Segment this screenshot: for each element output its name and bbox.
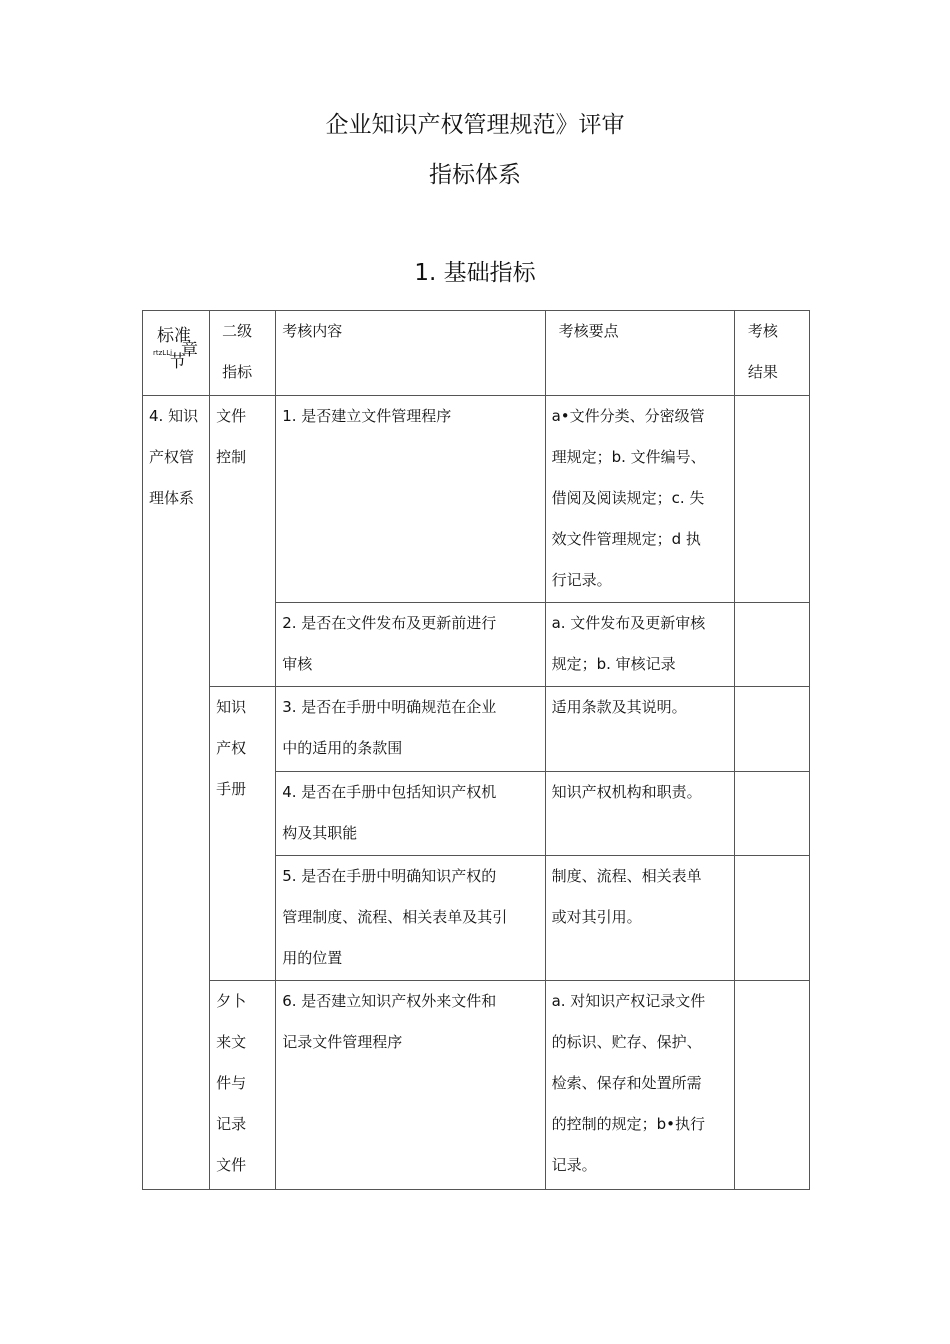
assessment-content-cell bbox=[276, 772, 545, 856]
assessment-content-cell bbox=[276, 687, 545, 772]
level2-indicator-line: 来文 bbox=[216, 1033, 247, 1051]
assessment-content-line: 1. 是否建立文件管理程序 bbox=[282, 407, 452, 425]
assessment-points-line: 知识产权机构和职责。 bbox=[551, 783, 702, 801]
header-result bbox=[734, 311, 809, 396]
table-header-row bbox=[143, 311, 810, 396]
level2-indicator-line: 文件 bbox=[216, 1156, 247, 1174]
assessment-result-cell[interactable] bbox=[734, 856, 809, 981]
assessment-result-cell[interactable] bbox=[734, 687, 809, 772]
header-points: 考核要点 bbox=[545, 311, 734, 396]
assessment-points-cell bbox=[545, 856, 734, 981]
header-standard-c: 章 bbox=[181, 340, 198, 360]
level2-indicator-line: 手册 bbox=[216, 780, 247, 798]
assessment-points-cell bbox=[545, 603, 734, 687]
assessment-content-cell bbox=[276, 603, 545, 687]
assessment-content-cell bbox=[276, 856, 545, 981]
standard-chapter-line: 理体系 bbox=[149, 489, 195, 507]
level2-indicator-line: 知识 bbox=[216, 698, 247, 716]
assessment-content-line: 审核 bbox=[282, 655, 313, 673]
table-row bbox=[143, 981, 810, 1190]
assessment-points-line: 行记录。 bbox=[551, 571, 612, 589]
assessment-content-line: 构及其职能 bbox=[282, 824, 358, 842]
header-standard-b: 节 bbox=[169, 352, 186, 372]
standard-chapter-line: 4. 知识 bbox=[149, 407, 199, 425]
level2-indicator-line: 产权 bbox=[216, 739, 247, 757]
standard-chapter-line: 产权管 bbox=[149, 448, 195, 466]
level2-indicator-cell bbox=[210, 396, 276, 687]
assessment-points-cell bbox=[545, 396, 734, 603]
assessment-points-line: 规定；b. 审核记录 bbox=[551, 655, 676, 673]
assessment-content-line: 2. 是否在文件发布及更新前进行 bbox=[282, 614, 497, 632]
assessment-points-line: 制度、流程、相关表单 bbox=[551, 867, 702, 885]
assessment-points-line: 的标识、贮存、保护、 bbox=[551, 1033, 702, 1051]
assessment-content-cell bbox=[276, 396, 545, 603]
header-level2-b: 指标 bbox=[222, 363, 253, 381]
table-body bbox=[143, 396, 810, 1190]
assessment-content-cell bbox=[276, 981, 545, 1190]
document-title-line1: 企业知识产权管理规范》评审 bbox=[325, 112, 625, 138]
level2-indicator-line: 文件 bbox=[216, 407, 247, 425]
header-content: 考核内容 bbox=[276, 311, 545, 396]
assessment-result-cell[interactable] bbox=[734, 396, 809, 603]
header-standard-chapter bbox=[143, 311, 210, 396]
assessment-points-cell bbox=[545, 981, 734, 1190]
assessment-content-line: 3. 是否在手册中明确规范在企业 bbox=[282, 698, 497, 716]
table-row bbox=[143, 396, 810, 603]
assessment-content-line: 记录文件管理程序 bbox=[282, 1033, 403, 1051]
document-title-line2: 指标体系 bbox=[429, 162, 521, 188]
assessment-content-line: 中的适用的条款围 bbox=[282, 739, 403, 757]
assessment-points-cell bbox=[545, 687, 734, 772]
assessment-content-line: 4. 是否在手册中包括知识产权机 bbox=[282, 783, 497, 801]
assessment-points-line: 的控制的规定；b•执行 bbox=[551, 1115, 705, 1133]
assessment-points-line: a. 文件发布及更新审核 bbox=[551, 614, 706, 632]
header-standard-small: rtzLLi bbox=[153, 349, 173, 357]
assessment-points-cell bbox=[545, 772, 734, 856]
header-level2 bbox=[210, 311, 276, 396]
assessment-points-line: 或对其引用。 bbox=[551, 908, 642, 926]
assessment-points-line: a•文件分类、分密级管 bbox=[551, 407, 705, 425]
header-standard-a: 标准 bbox=[157, 326, 191, 346]
assessment-result-cell[interactable] bbox=[734, 981, 809, 1190]
level2-indicator-line: 夕卜 bbox=[216, 992, 247, 1010]
level2-indicator-line: 件与 bbox=[216, 1074, 247, 1092]
evaluation-table bbox=[142, 310, 810, 1190]
assessment-result-cell[interactable] bbox=[734, 772, 809, 856]
standard-chapter-cell bbox=[143, 396, 210, 1190]
level2-indicator-cell bbox=[210, 981, 276, 1190]
table-row bbox=[143, 687, 810, 772]
assessment-points-line: 检索、保存和处置所需 bbox=[551, 1074, 702, 1092]
header-level2-a: 二级 bbox=[222, 322, 253, 340]
assessment-points-line: 理规定；b. 文件编号、 bbox=[551, 448, 706, 466]
header-result-b: 结果 bbox=[747, 363, 778, 381]
assessment-result-cell[interactable] bbox=[734, 603, 809, 687]
assessment-points-line: 效文件管理规定；d 执 bbox=[551, 530, 701, 548]
header-result-a: 考核 bbox=[747, 322, 778, 340]
assessment-content-line: 用的位置 bbox=[282, 949, 343, 967]
assessment-content-line: 管理制度、流程、相关表单及其引 bbox=[282, 908, 508, 926]
level2-indicator-cell bbox=[210, 687, 276, 981]
assessment-points-line: a. 对知识产权记录文件 bbox=[551, 992, 706, 1010]
assessment-points-line: 适用条款及其说明。 bbox=[551, 698, 687, 716]
section-title: 1. 基础指标 bbox=[414, 260, 536, 286]
assessment-content-line: 6. 是否建立知识产权外来文件和 bbox=[282, 992, 497, 1010]
assessment-content-line: 5. 是否在手册中明确知识产权的 bbox=[282, 867, 497, 885]
assessment-points-line: 记录。 bbox=[551, 1156, 597, 1174]
level2-indicator-line: 控制 bbox=[216, 448, 247, 466]
level2-indicator-line: 记录 bbox=[216, 1115, 247, 1133]
assessment-points-line: 借阅及阅读规定；c. 失 bbox=[551, 489, 705, 507]
